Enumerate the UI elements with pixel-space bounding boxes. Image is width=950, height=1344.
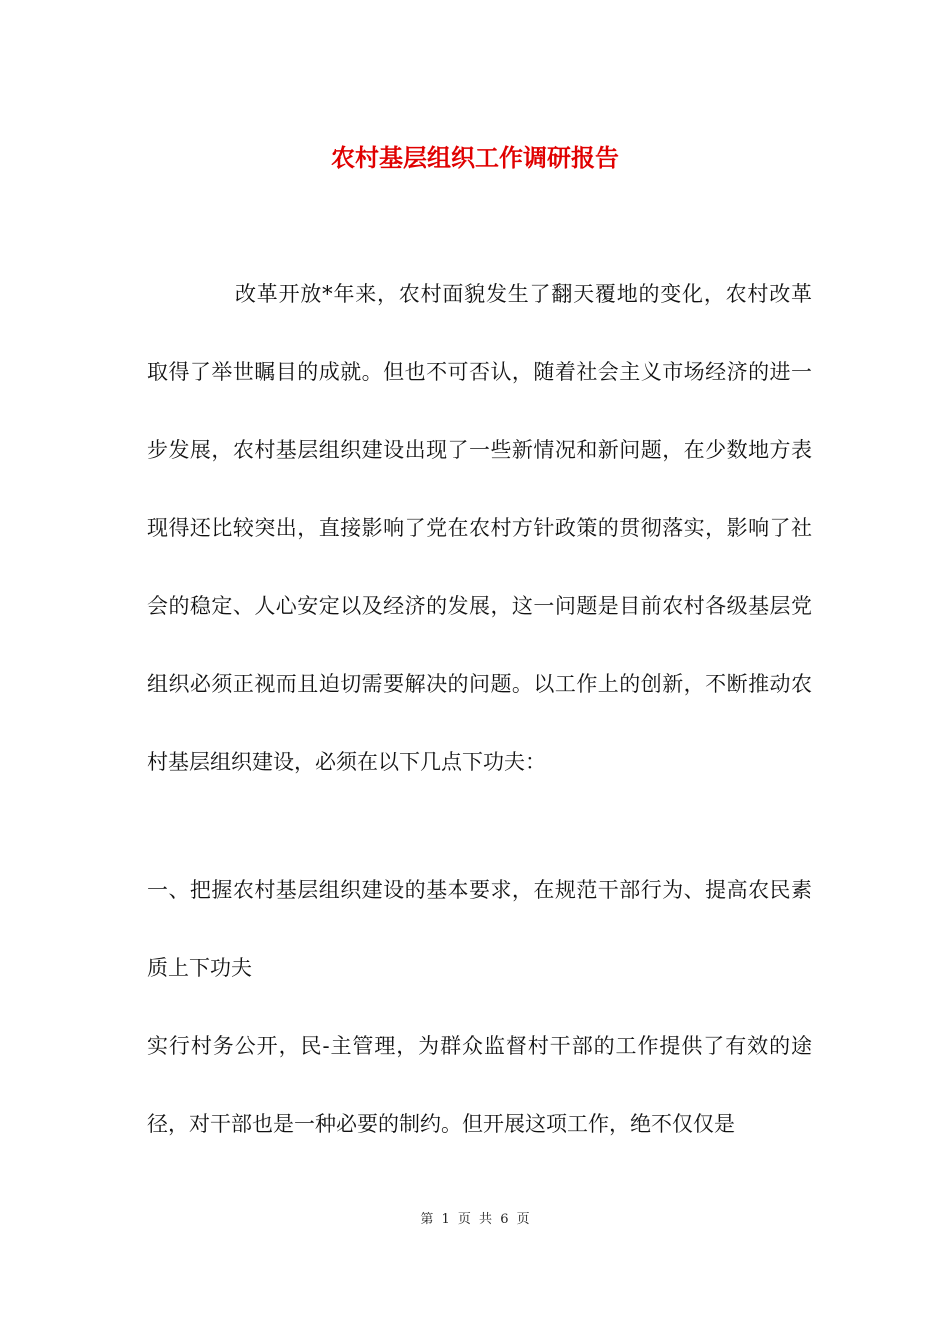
document-title: 农村基层组织工作调研报告 [331,143,619,172]
intro-paragraph: 改革开放*年来，农村面貌发生了翻天覆地的变化，农村改革取得了举世瞩目的成就。但也不可否认，随着社会主义市场经济的进一步发展，农村基层组织建设出现了一些新情况和新问题，在少数地方表现得还比较突出，直接影响了党在农村方针政策的贯彻落实，影响了社会的稳定、人心安定以及经济的发展，这一问题是目前农村各级基层党组织必须正视而且迫切需要解决的问题。以工作上的创新，不断推动农村基层组织建设，必须在以下几点下功夫： [147,282,812,774]
section-body-paragraph: 实行村务公开，民-主管理，为群众监督村干部的工作提供了有效的途径，对干部也是一种必要的制约。但开展这项工作，绝不仅仅是 [147,1034,812,1136]
section-heading: 一、把握农村基层组织建设的基本要求，在规范干部行为、提高农民素质上下功夫 [147,878,812,980]
page-footer: 第 1 页 共 6 页 [420,1212,530,1227]
